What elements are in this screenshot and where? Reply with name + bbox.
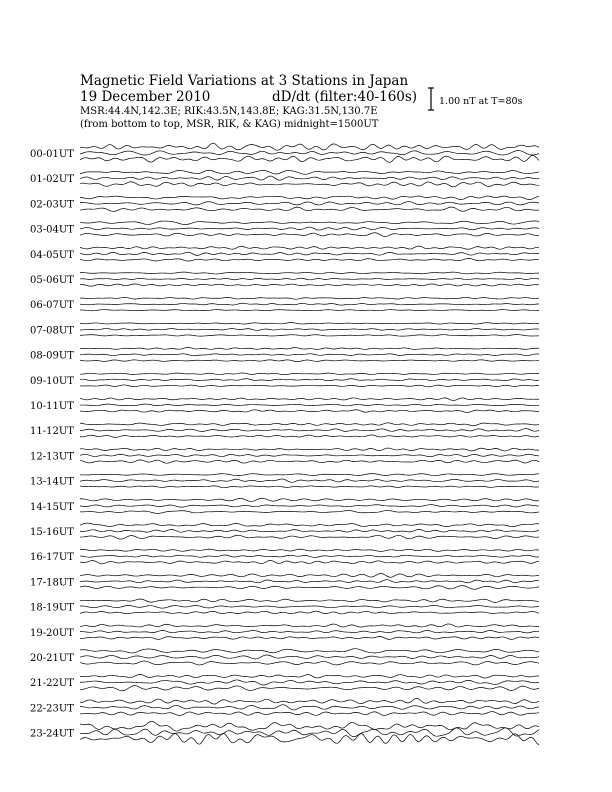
trace-line (80, 573, 539, 577)
trace-line (80, 486, 539, 488)
trace-line (80, 328, 539, 330)
trace-line (80, 404, 539, 406)
trace-line (80, 529, 539, 532)
trace-line (80, 655, 539, 659)
row-label: 14-15UT (30, 501, 74, 513)
trace-line (80, 354, 539, 356)
trace-rows (30, 143, 539, 744)
row-label: 17-18UT (30, 577, 74, 589)
row-label: 02-03UT (30, 199, 74, 211)
trace-line (80, 637, 539, 640)
trace-line (80, 246, 539, 249)
trace-line (80, 498, 539, 501)
trace-line (80, 170, 539, 174)
trace-line (80, 479, 539, 482)
row-label: 11-12UT (30, 426, 74, 438)
trace-line (80, 429, 539, 432)
row-label: 07-08UT (30, 325, 74, 337)
row-label: 05-06UT (30, 275, 74, 286)
trace-line (80, 196, 539, 200)
trace-line (80, 712, 539, 716)
row-label: 08-09UT (30, 350, 74, 362)
trace-line (80, 379, 539, 381)
trace-line (80, 155, 539, 162)
trace-line (80, 176, 539, 180)
scale-label: 1.00 nT at T=80s (439, 96, 523, 107)
row-label: 15-16UT (30, 527, 74, 538)
row-label: 10-11UT (30, 401, 74, 412)
trace-line (80, 523, 539, 527)
trace-line (80, 535, 539, 539)
trace-line (80, 510, 539, 513)
row-label: 20-21UT (30, 653, 74, 664)
scale-bar (428, 88, 434, 110)
trace-line (80, 705, 539, 710)
row-label: 03-04UT (30, 224, 74, 236)
trace-line (80, 560, 539, 563)
trace-line (80, 297, 539, 299)
trace-line (80, 680, 539, 685)
trace-line (80, 698, 539, 704)
trace-line (80, 721, 539, 731)
row-label: 01-02UT (30, 174, 74, 186)
trace-line (80, 284, 539, 286)
station-order-note: (from bottom to top, MSR, RIK, & KAG) midnight=1500UT (80, 119, 379, 130)
trace-line (80, 303, 539, 305)
trace-line (80, 599, 539, 602)
trace-line (80, 649, 539, 653)
trace-line (80, 373, 539, 375)
trace-line (80, 555, 539, 557)
trace-line (80, 323, 539, 324)
station-coordinates: MSR:44.4N,142.3E; RIK:43.5N,143.8E; KAG:31.5N,130.7E (80, 106, 378, 117)
row-label: 19-20UT (30, 627, 74, 639)
trace-line (80, 460, 539, 463)
trace-line (80, 151, 539, 156)
row-label: 21-22UT (30, 678, 74, 690)
trace-line (80, 278, 539, 280)
trace-line (80, 448, 539, 451)
trace-line (80, 258, 539, 261)
chart-date: 19 December 2010 (80, 89, 211, 105)
row-label: 22-23UT (30, 703, 74, 715)
trace-line (80, 630, 539, 632)
trace-line (80, 674, 539, 678)
row-label: 09-10UT (30, 375, 74, 387)
trace-line (80, 605, 539, 608)
trace-line (80, 252, 539, 255)
trace-line (80, 474, 539, 476)
trace-line (80, 410, 539, 413)
trace-line (80, 347, 539, 349)
trace-line (80, 182, 539, 187)
trace-line (80, 624, 539, 627)
trace-line (80, 423, 539, 426)
row-label: 16-17UT (30, 552, 74, 564)
chart-title: Magnetic Field Variations at 3 Stations in Japan (80, 73, 409, 89)
trace-line (80, 360, 539, 362)
trace-line (80, 398, 539, 401)
row-label: 00-01UT (30, 149, 74, 160)
trace-line (80, 207, 539, 211)
trace-line (80, 143, 539, 150)
trace-line (80, 733, 539, 744)
trace-line (80, 435, 539, 437)
chart-quantity: dD/dt (filter:40-160s) (272, 89, 418, 105)
row-label: 23-24UT (30, 728, 74, 740)
trace-line (80, 233, 539, 237)
trace-line (80, 227, 539, 230)
trace-line (80, 310, 539, 311)
row-label: 06-07UT (30, 300, 74, 312)
trace-line (80, 661, 539, 665)
trace-line (80, 272, 539, 274)
row-label: 12-13UT (30, 451, 74, 463)
trace-line (80, 505, 539, 507)
trace-line (80, 580, 539, 583)
trace-line (80, 586, 539, 590)
row-label: 18-19UT (30, 602, 74, 614)
trace-line (80, 202, 539, 205)
row-label: 04-05UT (30, 249, 74, 261)
trace-line (80, 454, 539, 456)
trace-line (80, 221, 539, 225)
trace-line (80, 611, 539, 614)
trace-line (80, 549, 539, 551)
trace-line (80, 335, 539, 337)
trace-line (80, 686, 539, 691)
row-label: 13-14UT (30, 476, 74, 488)
trace-line (80, 385, 539, 387)
